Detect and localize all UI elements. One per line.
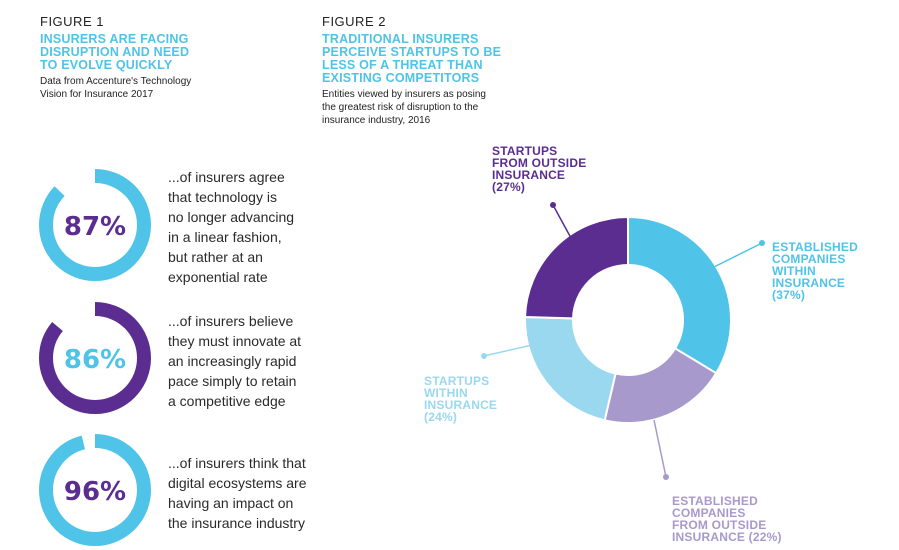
leader-established-outside-line: [654, 420, 666, 477]
donut-label-line: WITHIN: [772, 264, 816, 278]
stat-text-line: that technology is: [168, 189, 277, 205]
stat-text-line: an increasingly rapid: [168, 353, 297, 369]
donut-label-line: ESTABLISHED: [772, 240, 858, 254]
stat-ring-3-value: 96%: [63, 477, 127, 507]
figure2-title-line: LESS OF A THREAT THAN: [322, 58, 483, 72]
stat-text-line: no longer advancing: [168, 209, 295, 225]
donut-label-line: INSURANCE: [424, 398, 498, 412]
leader-established-within-line: [712, 243, 762, 268]
leader-startups-within-dot: [481, 353, 487, 359]
figure1-subtitle-line: Vision for Insurance 2017: [40, 89, 154, 100]
donut-slice-startups-outside: [525, 217, 628, 318]
donut-label-line: (24%): [424, 410, 458, 424]
donut-slice-established-within: [628, 217, 731, 373]
figure1-label: FIGURE 1: [40, 14, 104, 29]
stat-text-line: digital ecosystems are: [168, 475, 307, 491]
donut-label-line: WITHIN: [424, 386, 468, 400]
donut-label-line: INSURANCE (22%): [672, 530, 782, 544]
leader-established-outside-dot: [663, 474, 669, 480]
leader-startups-outside-line: [553, 205, 571, 238]
stat-text-line: ...of insurers believe: [168, 313, 294, 329]
figure1-subtitle-line: Data from Accenture's Technology: [40, 76, 192, 87]
donut-label-line: FROM OUTSIDE: [492, 156, 587, 170]
donut-label-line: FROM OUTSIDE: [672, 518, 767, 532]
stat-text-line: but rather at an: [168, 249, 263, 265]
stat-text-line: having an impact on: [168, 495, 294, 511]
donut-label-line: ESTABLISHED: [672, 494, 758, 508]
donut-label-line: (27%): [492, 180, 526, 194]
stat-text-line: a competitive edge: [168, 393, 286, 409]
donut-label-line: STARTUPS: [424, 374, 490, 388]
leader-startups-outside-dot: [550, 202, 556, 208]
figure1-title-line: DISRUPTION AND NEED: [40, 45, 190, 59]
donut-slices: [525, 217, 731, 423]
stat-text-line: in a linear fashion,: [168, 229, 282, 245]
figure2-label: FIGURE 2: [322, 14, 386, 29]
donut-label-established-within: [772, 241, 858, 301]
leader-established-within-dot: [759, 240, 765, 246]
stat-text-line: pace simply to retain: [168, 373, 297, 389]
leader-startups-within-line: [484, 345, 532, 356]
donut-slice-startups-within: [525, 317, 616, 420]
stat-ring-2-value: 86%: [63, 345, 127, 375]
donut-label-line: INSURANCE: [772, 276, 846, 290]
figure1-title-line: TO EVOLVE QUICKLY: [40, 58, 173, 72]
figure2-subtitle-line: insurance industry, 2016: [322, 115, 431, 126]
donut-label-line: INSURANCE: [492, 168, 566, 182]
figure2-title-line: EXISTING COMPETITORS: [322, 71, 480, 85]
donut-label-line: STARTUPS: [492, 144, 558, 158]
figure1-title-line: INSURERS ARE FACING: [40, 32, 189, 46]
stat-ring-1-value: 87%: [63, 212, 127, 242]
figure2-title-line: PERCEIVE STARTUPS TO BE: [322, 45, 502, 59]
donut-label-startups-outside: [492, 145, 586, 193]
figure2-title-line: TRADITIONAL INSURERS: [322, 32, 479, 46]
donut-label-line: COMPANIES: [672, 506, 746, 520]
stat-text-line: ...of insurers agree: [168, 169, 285, 185]
figure2-subtitle-line: Entities viewed by insurers as posing: [322, 89, 486, 100]
donut-label-line: (37%): [772, 288, 806, 302]
stat-text-line: ...of insurers think that: [168, 455, 306, 471]
stat-text-line: the insurance industry: [168, 515, 305, 531]
donut-label-established-outside: [672, 495, 782, 543]
donut-label-startups-within: [424, 375, 497, 423]
donut-label-line: COMPANIES: [772, 252, 846, 266]
stat-text-line: exponential rate: [168, 269, 268, 285]
figure2-subtitle-line: the greatest risk of disruption to the: [322, 102, 479, 113]
stat-text-line: they must innovate at: [168, 333, 302, 349]
